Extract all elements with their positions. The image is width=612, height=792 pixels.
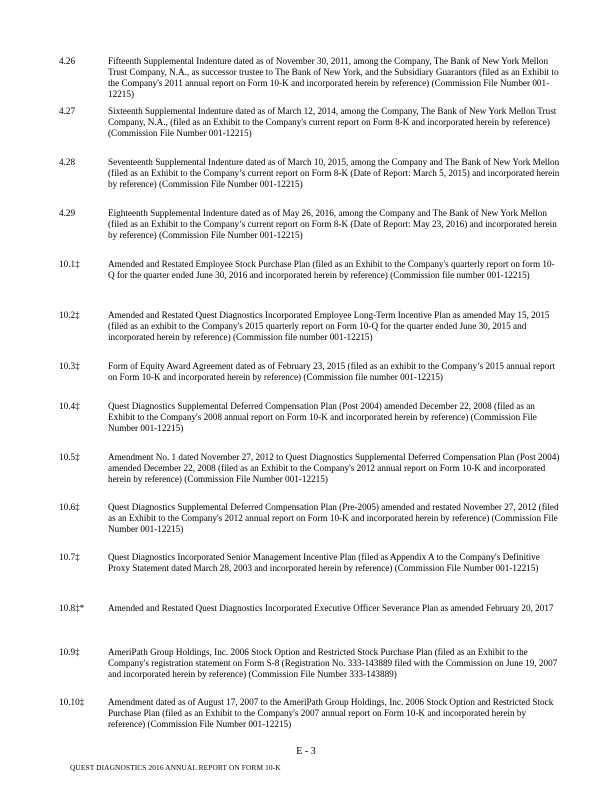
exhibit-description: Quest Diagnostics Supplemental Deferred Compensation Plan (Post 2004) amended December 22, 2008 (filed as an Exhibit to the Company's 2008 annual report on Form 10-K and incorporated herein by reference) (Commission File Number 001-12215) xyxy=(108,401,537,433)
exhibit-description: Amendment No. 1 dated November 27, 2012 to Quest Diagnostics Supplemental Deferred Compensation Plan (Post 2004) amended December 22, 2008 (filed as an Exhibit to the Company's 2012 annual report on Form 10-K and incorporated herein by reference) (Commission File Number 001-12215) xyxy=(108,452,560,484)
exhibit-number: 4.28 xyxy=(59,157,76,167)
exhibit-number: 10.2‡ xyxy=(59,310,80,320)
exhibit-description: Quest Diagnostics Supplemental Deferred Compensation Plan (Pre-2005) amended and restated November 27, 2012 (filed as an Exhibit to the Company's 2012 annual report on Form 10-K and incorporated herein by reference) (Commission File Number 001-12215) xyxy=(108,502,559,534)
exhibit-description: Eighteenth Supplemental Indenture dated as of May 26, 2016, among the Company and The Bank of New York Mellon (filed as an Exhibit to the Company’s current report on Form 8-K (Date of Report: May 23, 2016) and incorporated herein by reference) (Commission File Number 001-12215) xyxy=(108,208,557,240)
exhibit-description: Amended and Restated Quest Diagnostics Incorporated Employee Long-Term Incentive Plan as amended May 15, 2015 (filed as an exhibit to the Company's 2015 quarterly report on Form 10-Q for the quarter ended June 30, 2015 and incorporated herein by reference) (Commission file number 001-12215) xyxy=(108,310,550,342)
exhibit-number: 4.26 xyxy=(59,56,76,66)
page-number: E - 3 xyxy=(296,746,316,757)
exhibit-number: 10.7‡ xyxy=(59,552,80,562)
exhibit-description: Amended and Restated Quest Diagnostics Incorporated Executive Officer Severance Plan as amended February 20, 2017 xyxy=(108,603,554,613)
exhibit-number: 10.4‡ xyxy=(59,401,80,411)
exhibit-number: 10.10‡ xyxy=(59,697,85,707)
exhibit-number: 10.6‡ xyxy=(59,502,80,512)
page-footer: QUEST DIAGNOSTICS 2016 ANNUAL REPORT ON FORM 10-K xyxy=(70,763,281,772)
exhibit-description: Sixteenth Supplemental Indenture dated as of March 12, 2014, among the Company, The Bank of New York Mellon Trust Company, N.A., (filed as an Exhibit to the Company's current report on Form 8-K and incorporated herein by reference) (Commission File Number 001-12215) xyxy=(108,106,557,138)
exhibit-description: Amended and Restated Employee Stock Purchase Plan (filed as an Exhibit to the Company's quarterly report on form 10-Q for the quarter ended June 30, 2016 and incorporated herein by reference) (Commission file number 001-12215) xyxy=(108,259,555,280)
exhibit-number: 10.5‡ xyxy=(59,452,80,462)
exhibit-description: Fifteenth Supplemental Indenture dated as of November 30, 2011, among the Company, The Bank of New York Mellon Trust Company, N.A., as successor trustee to The Bank of New York, and the Subsidiary Guarantors (filed as an Exhibit to the Company's 2011 annual report on Form 10-K and incorporated herein by reference) (Commission File Number 001-12215) xyxy=(108,56,559,99)
exhibit-number: 10.3‡ xyxy=(59,361,80,371)
exhibit-description: AmeriPath Group Holdings, Inc. 2006 Stock Option and Restricted Stock Purchase Plan (filed as an Exhibit to the Company's registration statement on Form S-8 (Registration No. 333-143889 filed with the Commission on June 19, 2007 and incorporated herein by reference) (Commission File Number 333-143889) xyxy=(108,647,558,679)
exhibit-number: 10.9‡ xyxy=(59,647,80,657)
exhibit-number: 4.27 xyxy=(59,106,76,116)
exhibit-description: Quest Diagnostics Incorporated Senior Management Incentive Plan (filed as Appendix A to the Company's Definitive Proxy Statement dated March 28, 2003 and incorporated herein by reference) (Commission File Number 001-12215) xyxy=(108,552,540,573)
exhibit-number: 10.8‡* xyxy=(59,603,85,613)
exhibit-description: Seventeenth Supplemental Indenture dated as of March 10, 2015, among the Company and The Bank of New York Mellon (filed as an Exhibit to the Company’s current report on Form 8-K (Date of Report: March 5, 2015) and incorporated herein by reference) (Commission File Number 001-12215) xyxy=(108,157,560,189)
exhibit-number: 10.1‡ xyxy=(59,259,80,269)
exhibit-number: 4.29 xyxy=(59,208,76,218)
exhibit-description: Form of Equity Award Agreement dated as of February 23, 2015 (filed as an exhibit to the Company’s 2015 annual report on Form 10-K and incorporated herein by reference) (Commission file number 001-12215) xyxy=(108,361,555,382)
exhibit-description: Amendment dated as of August 17, 2007 to the AmeriPath Group Holdings, Inc. 2006 Stock Option and Restricted Stock Purchase Plan (filed as an Exhibit to the Company's 2007 annual report on Form 10-K and incorporated herein by reference) (Commission File Number 001-12215) xyxy=(108,697,554,729)
